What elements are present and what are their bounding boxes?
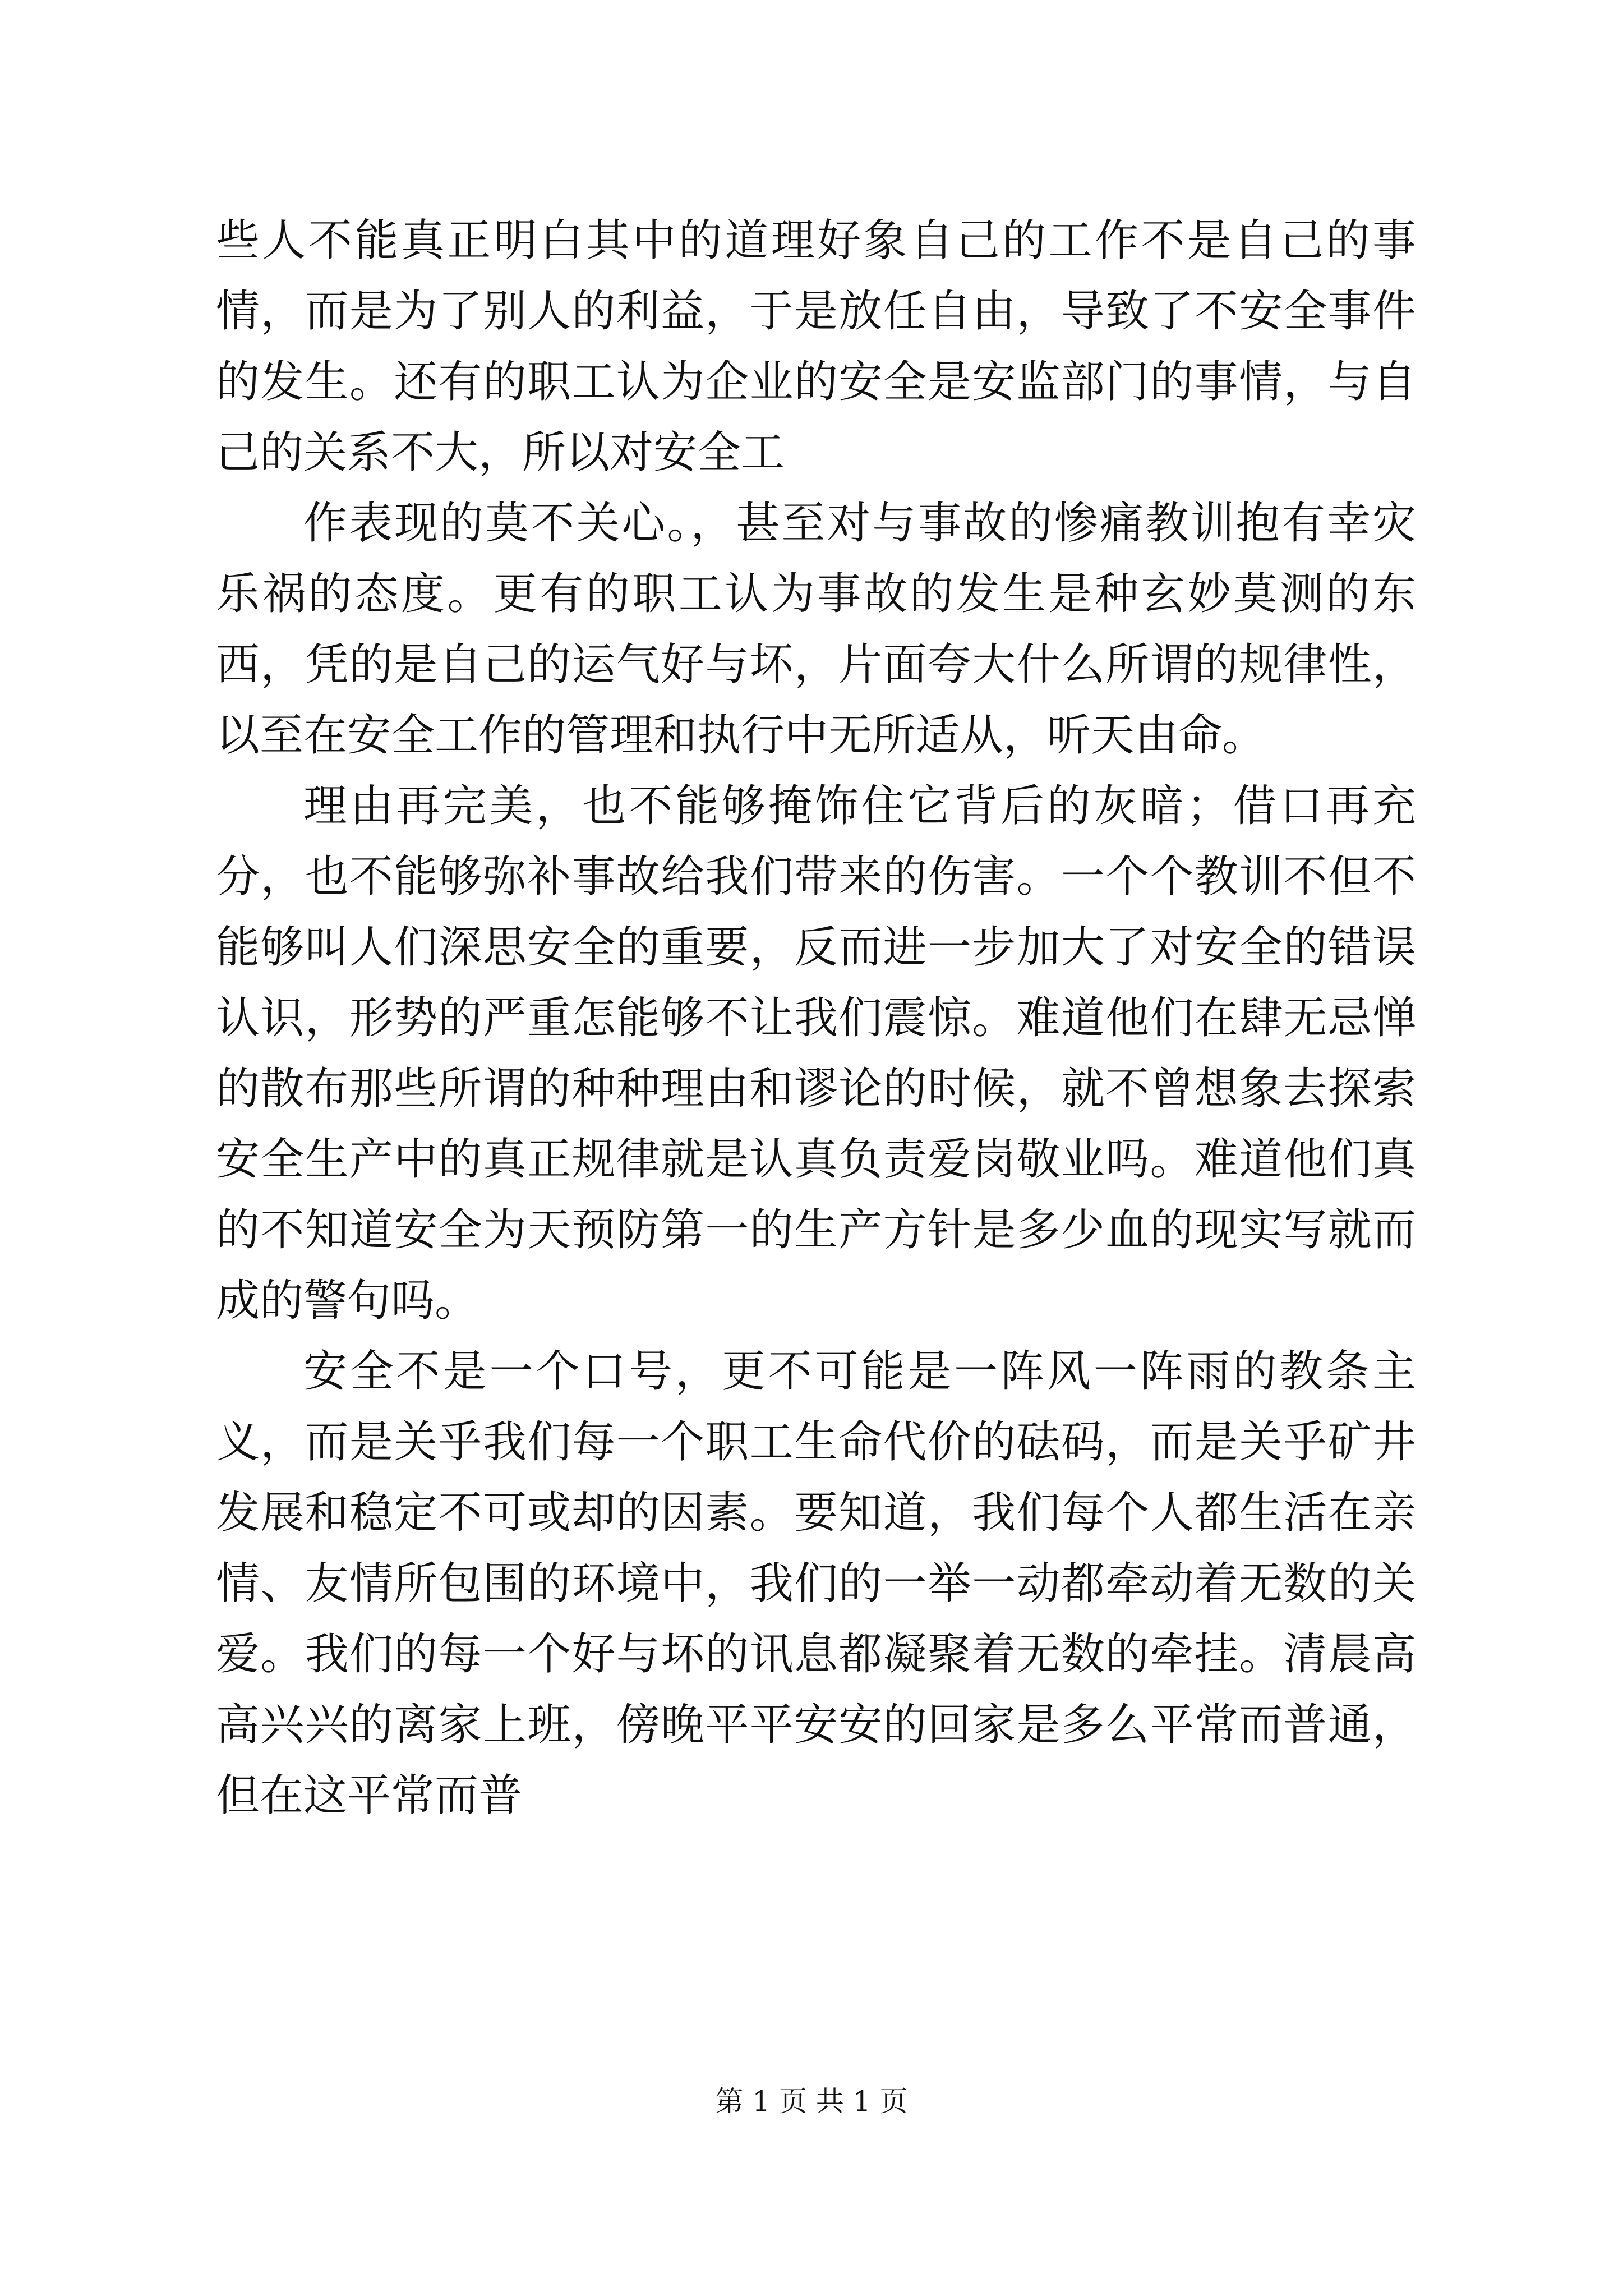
paragraph-1: 些人不能真正明白其中的道理好象自己的工作不是自己的事情，而是为了别人的利益，于是放任自由，导致了不安全事件的发生。还有的职工认为企业的安全是安监部门的事情，与自己的关系不大，所以对安全工 [216,215,1416,478]
document-body [216,205,1416,1831]
paragraph-3: 理由再完美，也不能够掩饰住它背后的灰暗；借口再充分，也不能够弥补事故给我们带来的伤害。一个个教训不但不能够叫人们深思安全的重要，反而进一步加大了对安全的错误认识，形势的严重怎能够不让我们震惊。难道他们在肆无忌惮的散布那些所谓的种种理由和谬论的时候，就不曾想象去探索安全生产中的真正规律就是认真负责爱岗敬业吗。难道他们真的不知道安全为天预防第一的生产方针是多少血的现实写就而成的警句吗。 [216,781,1416,1326]
paragraph-2: 作表现的莫不关心。，甚至对与事故的惨痛教训抱有幸灾乐祸的态度。更有的职工认为事故的发生是种玄妙莫测的东西，凭的是自己的运气好与坏，片面夸大什么所谓的规律性，以至在安全工作的管理和执行中无所适从，听天由命。 [216,498,1416,761]
paragraph-4: 安全不是一个口号，更不可能是一阵风一阵雨的教条主义，而是关乎我们每一个职工生命代价的砝码，而是关乎矿井发展和稳定不可或却的因素。要知道，我们每个人都生活在亲情、友情所包围的环境中，我们的一举一动都牵动着无数的关爱。我们的每一个好与坏的讯息都凝聚着无数的牵挂。清晨高高兴兴的离家上班，傍晚平平安安的回家是多么平常而普通，但在这平常而普 [216,1346,1416,1821]
page-footer: 第 1 页 共 1 页 [715,2085,908,2118]
